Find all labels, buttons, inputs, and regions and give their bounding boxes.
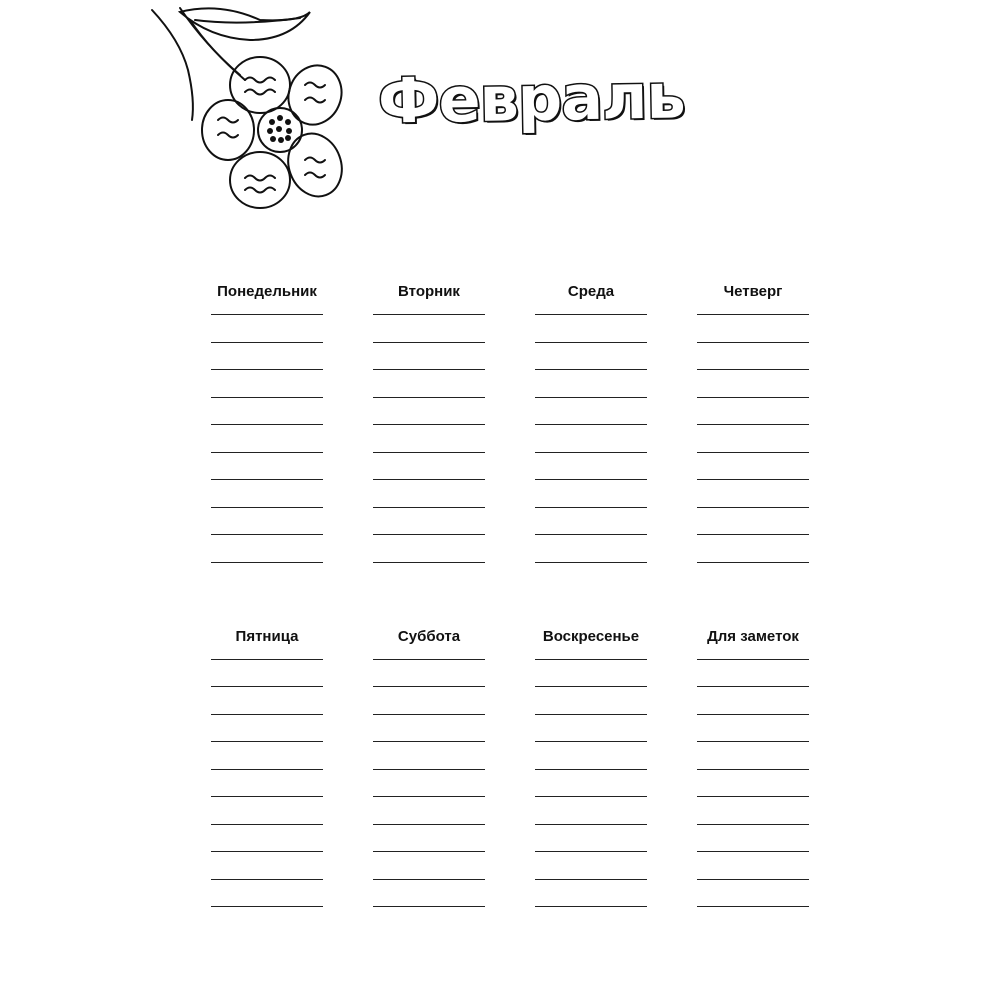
writing-line (535, 879, 647, 880)
writing-line (697, 562, 809, 563)
writing-line (535, 851, 647, 852)
writing-line (697, 397, 809, 398)
writing-line (697, 314, 809, 315)
writing-line (697, 714, 809, 715)
day-label: Понедельник (217, 283, 317, 300)
writing-line (373, 851, 485, 852)
writing-line (373, 424, 485, 425)
writing-line (373, 369, 485, 370)
page-title: Февраль (377, 59, 686, 138)
writing-line (535, 714, 647, 715)
writing-line (697, 424, 809, 425)
writing-line (211, 314, 323, 315)
writing-line (211, 397, 323, 398)
writing-line (535, 507, 647, 508)
writing-line (211, 686, 323, 687)
writing-line (535, 741, 647, 742)
writing-lines (697, 659, 809, 908)
day-column-sunday (534, 623, 648, 908)
writing-line (697, 851, 809, 852)
writing-line (535, 452, 647, 453)
day-column-thursday (696, 278, 810, 563)
writing-lines (535, 659, 647, 908)
writing-line (535, 659, 647, 660)
writing-line (535, 424, 647, 425)
writing-line (211, 452, 323, 453)
writing-line (373, 507, 485, 508)
writing-line (697, 769, 809, 770)
writing-line (211, 879, 323, 880)
day-label: Воскресенье (542, 627, 640, 645)
writing-line (535, 342, 647, 343)
writing-lines (373, 659, 485, 908)
writing-line (535, 796, 647, 797)
writing-line (535, 824, 647, 825)
writing-line (211, 507, 323, 508)
writing-line (211, 342, 323, 343)
writing-line (211, 659, 323, 660)
week-row-top (210, 278, 810, 563)
writing-line (535, 314, 647, 315)
day-column-tuesday (372, 278, 486, 563)
writing-line (211, 369, 323, 370)
writing-line (373, 686, 485, 687)
writing-line (697, 452, 809, 453)
day-label: Среда (567, 283, 615, 300)
writing-line (373, 562, 485, 563)
day-column-friday (210, 623, 324, 908)
day-column-monday (210, 278, 324, 563)
writing-line (373, 906, 485, 907)
day-label: Суббота (397, 627, 461, 645)
writing-line (211, 479, 323, 480)
writing-line (535, 397, 647, 398)
writing-line (211, 906, 323, 907)
day-column-wednesday (534, 278, 648, 563)
writing-line (211, 534, 323, 535)
day-label: Пятница (235, 627, 299, 645)
day-label: Для заметок (707, 627, 799, 645)
writing-line (535, 369, 647, 370)
writing-line (211, 769, 323, 770)
writing-line (373, 452, 485, 453)
writing-line (535, 769, 647, 770)
writing-line (211, 851, 323, 852)
writing-line (373, 796, 485, 797)
writing-line (535, 686, 647, 687)
writing-line (697, 741, 809, 742)
writing-line (211, 424, 323, 425)
writing-line (373, 714, 485, 715)
writing-line (535, 534, 647, 535)
writing-line (373, 479, 485, 480)
day-column-notes (696, 623, 810, 908)
writing-line (697, 906, 809, 907)
writing-line (697, 659, 809, 660)
writing-line (373, 534, 485, 535)
writing-line (373, 741, 485, 742)
writing-line (211, 714, 323, 715)
writing-line (535, 479, 647, 480)
writing-line (697, 342, 809, 343)
writing-line (697, 686, 809, 687)
writing-line (373, 397, 485, 398)
day-label: Четверг (723, 283, 783, 300)
writing-line (373, 342, 485, 343)
writing-line (535, 562, 647, 563)
writing-line (373, 659, 485, 660)
writing-line (697, 479, 809, 480)
writing-lines (697, 314, 809, 563)
writing-lines (211, 659, 323, 908)
week-row-bottom (210, 623, 810, 908)
writing-line (211, 824, 323, 825)
page-margin (0, 0, 150, 1000)
writing-line (697, 879, 809, 880)
writing-line (211, 796, 323, 797)
writing-line (373, 879, 485, 880)
writing-line (697, 534, 809, 535)
writing-line (211, 741, 323, 742)
weekly-planner-grid (210, 278, 810, 967)
day-column-saturday (372, 623, 486, 908)
day-label: Вторник (398, 283, 460, 300)
writing-lines (373, 314, 485, 563)
writing-line (697, 369, 809, 370)
writing-line (697, 796, 809, 797)
writing-lines (535, 314, 647, 563)
writing-line (373, 314, 485, 315)
writing-line (535, 906, 647, 907)
flower-icon (150, 0, 350, 215)
writing-line (373, 824, 485, 825)
writing-line (697, 507, 809, 508)
writing-line (211, 562, 323, 563)
writing-lines (211, 314, 323, 563)
writing-line (373, 769, 485, 770)
writing-line (697, 824, 809, 825)
